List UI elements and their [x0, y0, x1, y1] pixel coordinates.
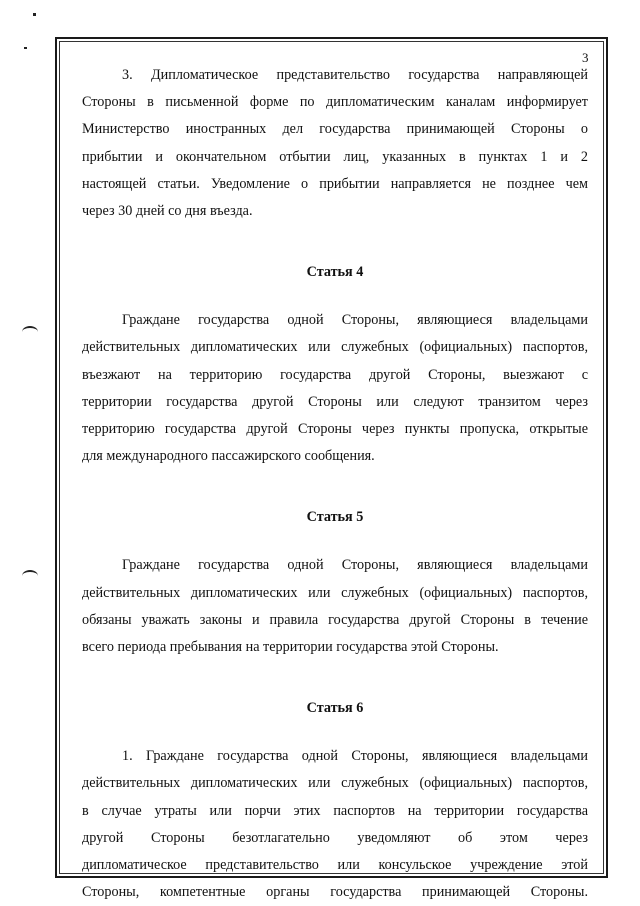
paragraph-line: другой Стороны безотлагательно уведомляют об этом через: [82, 829, 588, 846]
paragraph-line: 1. Граждане государства одной Стороны, являющиеся владельцами: [122, 748, 588, 765]
article-5-body: [82, 552, 588, 661]
paragraph-line: въезжают на территорию государства другой Стороны, выезжают с: [82, 366, 588, 383]
document-body: [82, 62, 588, 906]
paragraph-line: Граждане государства одной Стороны, являющиеся владельцами: [122, 557, 588, 574]
paragraph-line: Граждане государства одной Стороны, являющиеся владельцами: [122, 312, 588, 329]
binding-hole-mark: [22, 570, 38, 582]
paragraph-line: Министерство иностранных дел государства принимающей Стороны о: [82, 121, 588, 138]
article-4-body: [82, 307, 588, 470]
page-number: 3: [582, 50, 589, 65]
paragraph-line: дипломатическое представительство или консульское учреждение этой: [82, 857, 588, 874]
article-6-body: [82, 743, 588, 906]
article-4-heading: Статья 4: [306, 264, 364, 281]
paragraph-line: обязаны уважать законы и правила государства другой Стороны в течение: [82, 611, 588, 628]
scan-dot: [24, 47, 27, 49]
paragraph-line: для международного пассажирского сообщения.: [82, 448, 375, 465]
paragraph-line: территорию государства другой Стороны через пункты пропуска, открытые: [82, 421, 588, 438]
scan-dot: [33, 13, 36, 16]
paragraph-line: действительных дипломатических или служебных (официальных) паспортов,: [82, 584, 588, 601]
paragraph-line: прибытии и окончательном отбытии лиц, указанных в пунктах 1 и 2: [82, 148, 588, 165]
paragraph-line: всего периода пребывания на территории государства этой Стороны.: [82, 639, 499, 656]
binding-hole-mark: [22, 326, 38, 338]
paragraph-line: в случае утраты или порчи этих паспортов на территории государства: [82, 802, 588, 819]
paragraph-line: настоящей статьи. Уведомление о прибытии направляется не позднее чем: [82, 175, 588, 192]
paragraph-3: [82, 62, 588, 225]
paragraph-line: Стороны в письменной форме по дипломатическим каналам информирует: [82, 94, 588, 111]
paragraph-line: действительных дипломатических или служебных (официальных) паспортов,: [82, 775, 588, 792]
paragraph-line: 3. Дипломатическое представительство государства направляющей: [122, 67, 588, 83]
paragraph-line: через 30 дней со дня въезда.: [82, 203, 253, 220]
paragraph-line: действительных дипломатических или служебных (официальных) паспортов,: [82, 339, 588, 356]
article-5-heading: Статья 5: [306, 509, 364, 526]
paragraph-line: Стороны, компетентные органы государства принимающей Стороны.: [82, 884, 588, 901]
article-6-heading: Статья 6: [306, 700, 364, 717]
paragraph-line: территории государства другой Стороны или следуют транзитом через: [82, 393, 588, 410]
